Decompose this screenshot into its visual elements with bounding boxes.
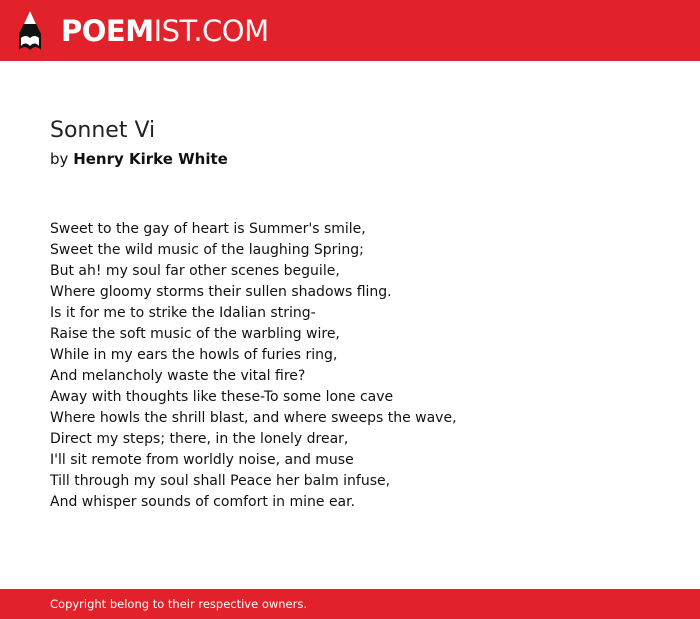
poem-content: [50, 116, 670, 513]
poem-line: While in my ears the howls of furies ring,: [50, 347, 338, 363]
pen-nib-icon: [17, 10, 43, 52]
poem-line: Raise the soft music of the warbling wire,: [50, 326, 340, 342]
site-logo-link[interactable]: [17, 9, 269, 53]
poem-line: I'll sit remote from worldly noise, and muse: [50, 452, 354, 468]
poem-line: Sweet to the gay of heart is Summer's smile,: [50, 221, 366, 237]
poem-line: Where howls the shrill blast, and where sweeps the wave,: [50, 410, 457, 426]
site-header: [0, 0, 700, 61]
copyright-text: Copyright belong to their respective owners.: [50, 597, 308, 611]
logo-text-light: IST.COM: [153, 14, 269, 48]
poem-line: And whisper sounds of comfort in mine ear.: [50, 494, 356, 510]
poem-author: Henry Kirke White: [73, 150, 228, 168]
poem-line: Till through my soul shall Peace her balm infuse,: [50, 473, 391, 489]
poem-byline: [50, 148, 670, 170]
poem-line: Away with thoughts like these-To some lone cave: [50, 389, 394, 405]
site-logo-text: [61, 9, 269, 53]
poem-line: Where gloomy storms their sullen shadows fling.: [50, 284, 392, 300]
poem-title: Sonnet Vi: [50, 118, 156, 143]
poem-line: And melancholy waste the vital fire?: [50, 368, 306, 384]
poem-line: But ah! my soul far other scenes beguile,: [50, 263, 340, 279]
byline-label: by: [50, 150, 69, 168]
site-footer: [0, 589, 700, 619]
logo-text-bold: POEM: [61, 14, 154, 48]
poem-body: [50, 219, 670, 513]
poem-line: Direct my steps; there, in the lonely drear,: [50, 431, 349, 447]
poem-line: Is it for me to strike the Idalian string-: [50, 305, 316, 321]
poem-line: Sweet the wild music of the laughing Spring;: [50, 242, 364, 258]
